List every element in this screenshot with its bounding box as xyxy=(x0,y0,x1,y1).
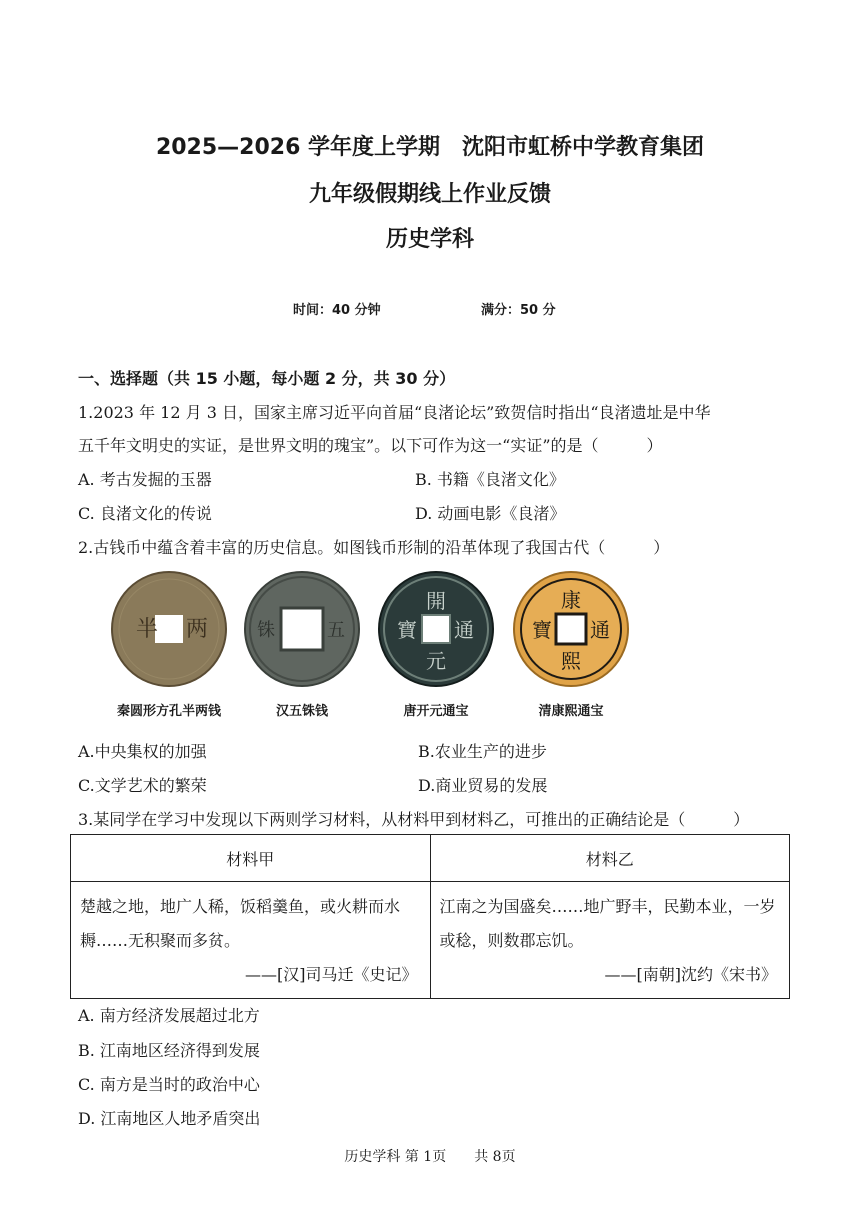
coin-char: 元 xyxy=(426,649,446,673)
exam-time: 时间：40 分钟 xyxy=(293,303,381,318)
section-title: 一、选择题（共 15 小题，每小题 2 分，共 30 分） xyxy=(78,369,456,388)
q3-option-a: A. 南方经济发展超过北方 xyxy=(78,1006,260,1025)
coin-char: 寶 xyxy=(532,618,552,642)
q1-option-a: A. 考古发掘的玉器 xyxy=(78,470,212,489)
q3-option-d: D. 江南地区人地矛盾突出 xyxy=(78,1109,261,1128)
coin-caption-qing: 清康熙通宝 xyxy=(538,704,604,719)
coin-caption-tang: 唐开元通宝 xyxy=(403,704,469,719)
q3-option-c: C. 南方是当时的政治中心 xyxy=(78,1075,260,1094)
page-footer: 历史学科 第 1页 共 8页 xyxy=(344,1149,516,1165)
exam-subject-title: 历史学科 xyxy=(385,227,474,252)
coin-qin-banliang-image xyxy=(110,570,228,688)
exam-title-line2: 九年级假期线上作业反馈 xyxy=(308,182,551,207)
coin-caption-qin: 秦圆形方孔半两钱 xyxy=(116,704,221,719)
q2-option-d: D.商业贸易的发展 xyxy=(418,776,548,795)
material-a-cell xyxy=(71,882,431,999)
material-b-source: ——[南朝]沈约《宋书》 xyxy=(604,965,777,984)
exam-full-score: 满分：50 分 xyxy=(481,303,556,318)
coin-char: 半 xyxy=(136,617,159,642)
coin-char: 康 xyxy=(561,588,581,612)
q1-stem-line2: 五千年文明史的实证，是世界文明的瑰宝”。以下可作为这一“实证”的是（ ） xyxy=(78,436,663,455)
materials-table xyxy=(70,834,790,999)
material-b-text: 江南之为国盛矣……地广野丰，民勤本业，一岁或稔，则数郡忘饥。 xyxy=(439,897,776,950)
material-b-header: 材料乙 xyxy=(430,835,790,882)
q3-option-b: B. 江南地区经济得到发展 xyxy=(78,1041,260,1060)
coin-char: 通 xyxy=(590,618,610,642)
coin-char: 五 xyxy=(327,620,345,641)
q2-stem: 2.古钱币中蕴含着丰富的历史信息。如图钱币形制的沿革体现了我国古代（ ） xyxy=(78,538,670,557)
q3-stem: 3.某同学在学习中发现以下两则学习材料，从材料甲到材料乙，可推出的正确结论是（ ） xyxy=(78,810,750,829)
q1-stem-line1: 1.2023 年 12 月 3 日，国家主席习近平向首届“良渚论坛”致贺信时指出“良渚遗址是中华 xyxy=(78,403,711,422)
q1-option-b: B. 书籍《良渚文化》 xyxy=(415,470,565,489)
exam-title-line1: 2025—2026 学年度上学期 沈阳市虹桥中学教育集团 xyxy=(155,135,705,160)
q2-option-b: B.农业生产的进步 xyxy=(418,742,547,761)
coin-char: 熙 xyxy=(561,649,581,673)
material-a-source: ——[汉]司马迁《史记》 xyxy=(245,965,418,984)
q1-option-c: C. 良渚文化的传说 xyxy=(78,504,212,523)
coin-caption-han: 汉五铢钱 xyxy=(275,704,328,719)
q2-option-a: A.中央集权的加强 xyxy=(78,742,207,761)
coin-char: 两 xyxy=(186,617,209,642)
coin-qing-kangxi-image xyxy=(512,570,630,688)
coin-char: 開 xyxy=(426,589,446,613)
material-b-cell xyxy=(430,882,790,999)
material-a-text: 楚越之地，地广人稀，饭稻羹鱼，或火耕而水耨……无积聚而多贫。 xyxy=(80,897,401,950)
material-a-header: 材料甲 xyxy=(71,835,431,882)
coin-char: 通 xyxy=(454,618,474,642)
coin-char: 寶 xyxy=(397,618,417,642)
coin-char: 铢 xyxy=(257,620,275,641)
coin-han-wuzhu-image xyxy=(243,570,361,688)
q2-option-c: C.文学艺术的繁荣 xyxy=(78,776,207,795)
q1-option-d: D. 动画电影《良渚》 xyxy=(415,504,566,523)
coin-tang-kaiyuan-image xyxy=(377,570,495,688)
